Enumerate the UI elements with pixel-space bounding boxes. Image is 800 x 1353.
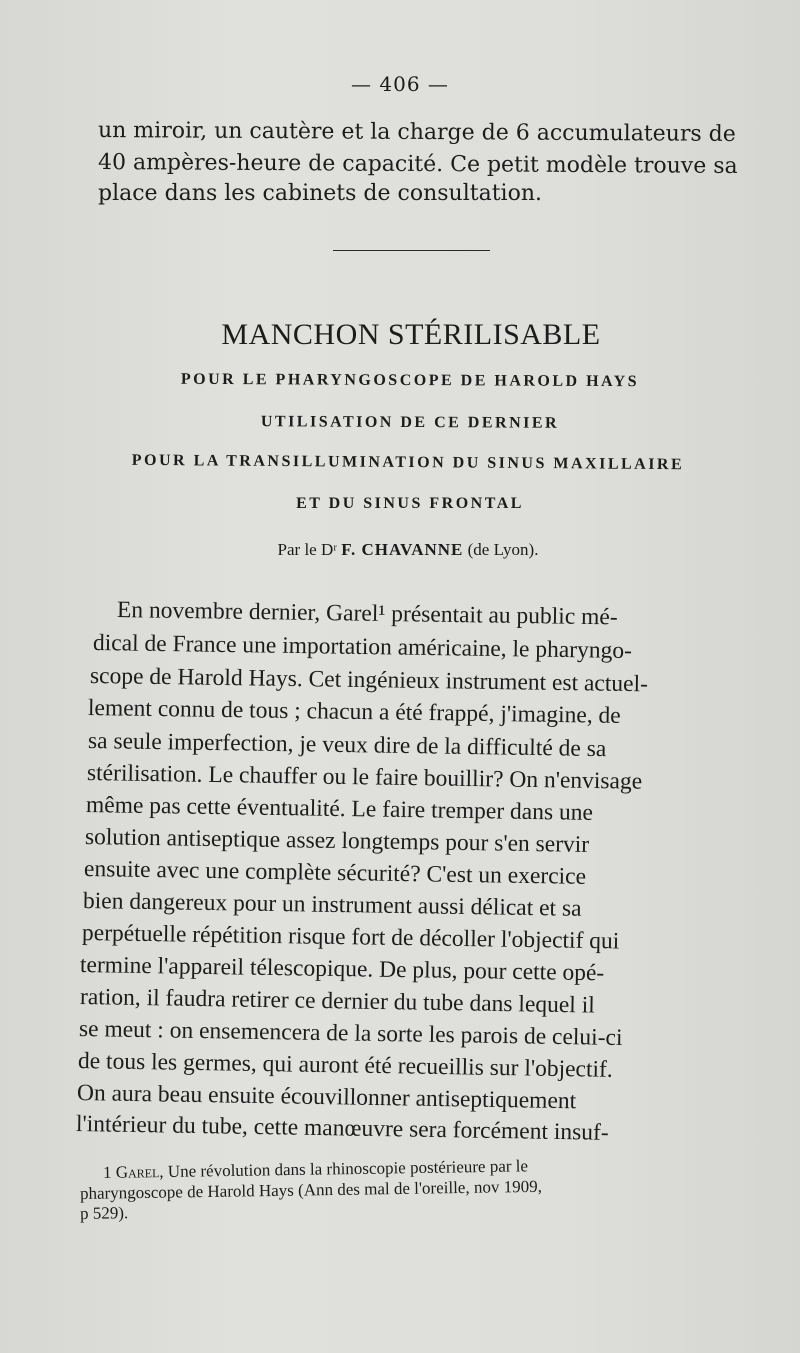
footnote-line: p 529).: [79, 1203, 129, 1223]
body-line: sa seule imperfection, je veux dire de la difficulté de sa: [87, 728, 607, 763]
body-line: lement connu de tous ; chacun a été frappé, j'imagine, de: [87, 695, 621, 729]
body-line: termine l'appareil télescopique. De plus, pour cette opé-: [79, 952, 605, 987]
article-subtitle: POUR LA TRANSILLUMINATION DU SINUS MAXILLAIRE: [131, 451, 685, 474]
body-line: On aura beau ensuite écouvillonner antiseptiquement: [76, 1080, 577, 1115]
article-subtitle: UTILISATION DE CE DERNIER: [260, 413, 560, 432]
page-number: — 406 —: [351, 72, 449, 96]
footnote-author: Garel,: [115, 1162, 164, 1182]
body-line: dical de France une importation américaine, le pharyngo-: [92, 630, 633, 664]
article-author: [8, 540, 800, 560]
author-name: F. CHAVANNE: [341, 540, 464, 559]
body-line: solution antiseptique assez longtemps pour s'en servir: [84, 824, 590, 858]
body-line: stérilisation. Le chauffer ou le faire bouillir? On n'envisage: [86, 760, 643, 795]
author-suffix: (de Lyon).: [467, 540, 539, 559]
footnote-text: Une révolution dans la rhinoscopie postérieure par le: [167, 1156, 529, 1181]
body-line: de tous les germes, qui auront été recueillis sur l'objectif.: [77, 1048, 613, 1083]
body-line: En novembre dernier, Garel¹ présentait au public mé-: [116, 597, 618, 631]
section-divider: [333, 250, 490, 251]
intro-line: un miroir, un cautère et la charge de 6 accumulateurs de: [97, 118, 736, 147]
article-subtitle: POUR LE PHARYNGOSCOPE DE HAROLD HAYS: [180, 370, 640, 391]
body-line: ration, il faudra retirer ce dernier du tube dans lequel il: [79, 984, 595, 1019]
intro-line: place dans les cabinets de consultation.: [98, 181, 542, 206]
body-line: ensuite avec une complète sécurité? C'est un exercice: [83, 856, 587, 890]
footnote-marker: 1: [102, 1162, 112, 1182]
body-line: bien dangereux pour un instrument aussi délicat et sa: [82, 888, 582, 922]
body-line: l'intérieur du tube, cette manœuvre sera forcément insuf-: [75, 1111, 609, 1146]
body-line: scope de Harold Hays. Cet ingénieux instrument est actuel-: [89, 663, 649, 698]
body-line: perpétuelle répétition risque fort de décoller l'objectif qui: [81, 920, 620, 955]
intro-line: 40 ampères-heure de capacité. Ce petit modèle trouve sa: [97, 150, 738, 179]
article-subtitle: ET DU SINUS FRONTAL: [296, 495, 524, 512]
article-title: MANCHON STÉRILISABLE: [221, 318, 601, 351]
body-line: se meut : on ensemencera de la sorte les parois de celui-ci: [78, 1016, 623, 1052]
footnote-line: pharyngoscope de Harold Hays (Ann des mal de l'oreille, nov 1909,: [79, 1176, 543, 1203]
author-prefix: Par le Dʳ: [277, 540, 337, 559]
body-line: même pas cette éventualité. Le faire tremper dans une: [85, 792, 594, 826]
